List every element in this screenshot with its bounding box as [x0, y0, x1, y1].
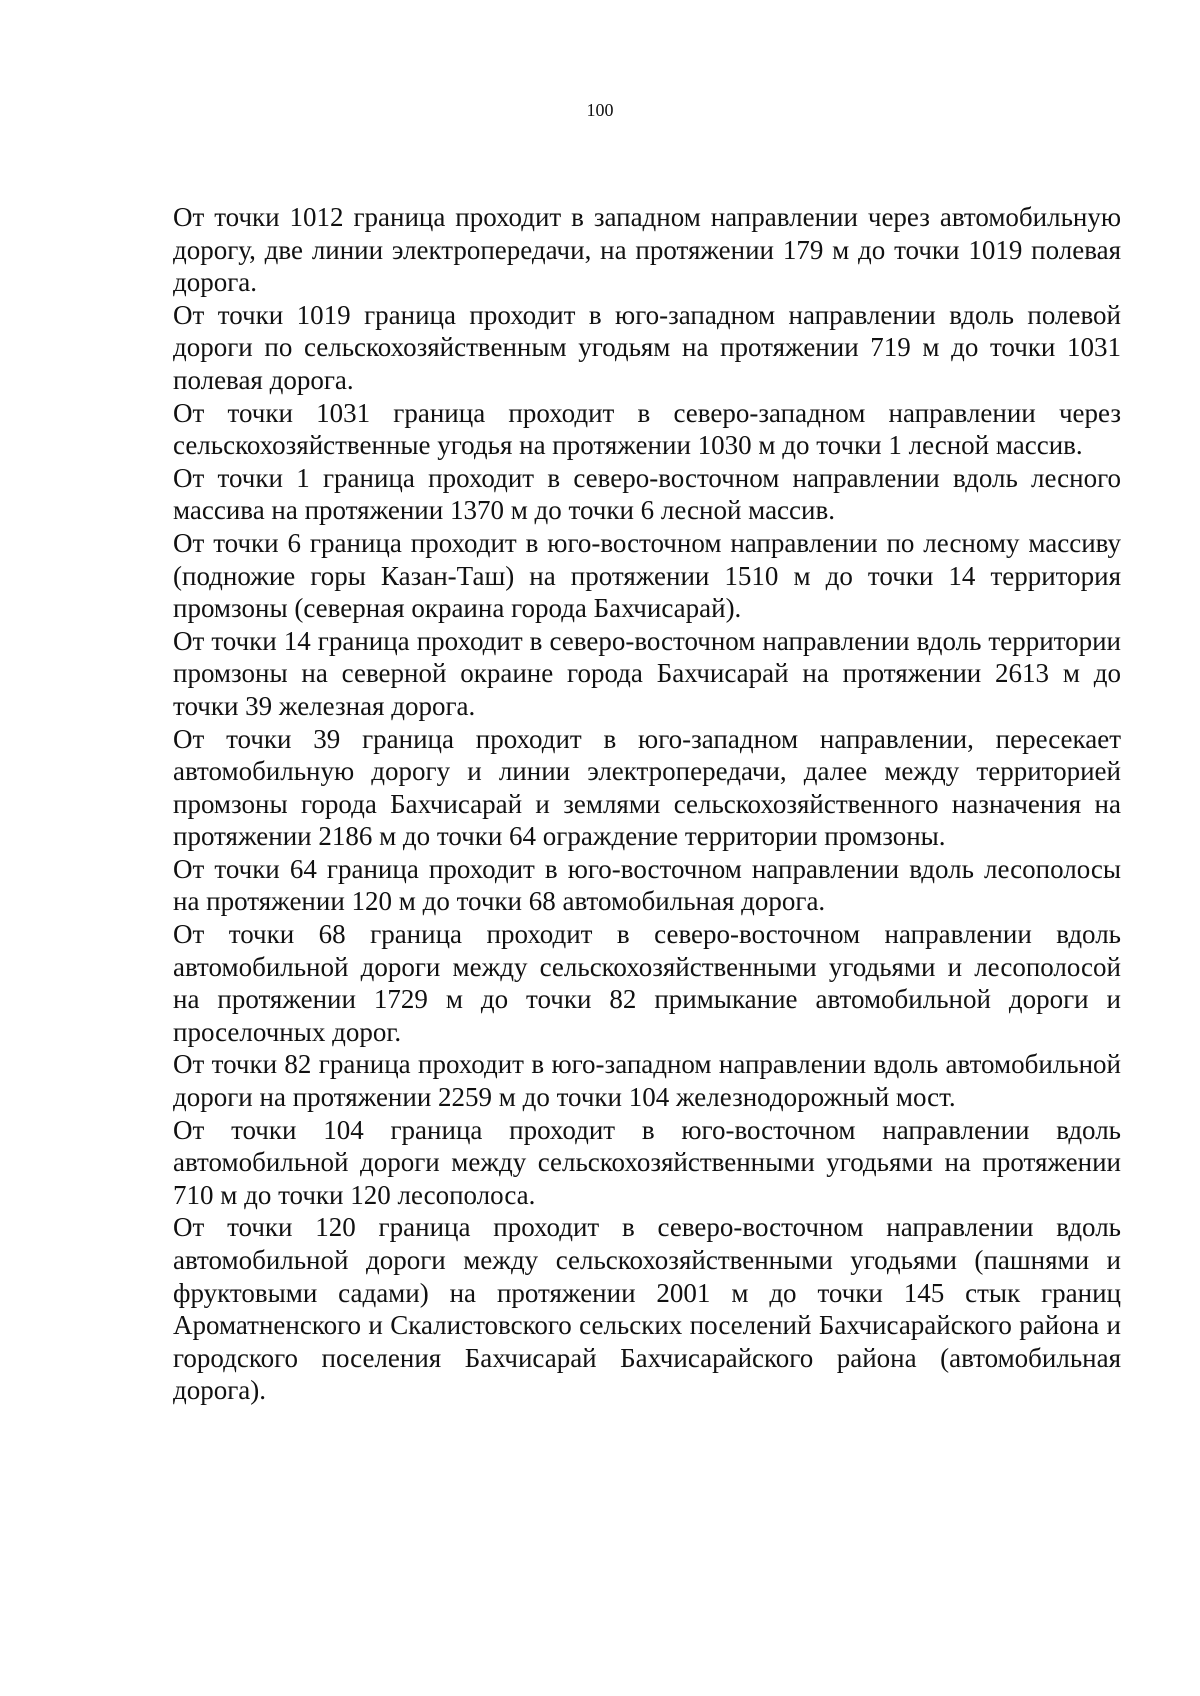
boundary-description [173, 201, 1121, 1407]
paragraph-point-64: От точки 64 граница проходит в юго-восточном направлении вдоль лесополосы на протяжении 120 м до точки 68 автомобильная дорога. [173, 853, 1121, 917]
paragraph-point-120: От точки 120 граница проходит в северо-восточном направлении вдоль автомобильной дороги между сельскохозяйственными угодьями (пашнями и фруктовыми садами) на протяжении 2001 м до точки 145 стык границ Ароматненского и Скалистовского сельских поселений Бахчисарайского района и городского поселения Бахчисарай Бахчисарайского района (автомобильная дорога). [173, 1212, 1121, 1406]
paragraph-point-1012: От точки 1012 граница проходит в западном направлении через автомобильную дорогу, две линии электропередачи, на протяжении 179 м до точки 1019 полевая дорога. [173, 202, 1121, 298]
paragraph-point-68: От точки 68 граница проходит в северо-восточном направлении вдоль автомобильной дороги между сельскохозяйственными угодьями и лесополосой на протяжении 1729 м до точки 82 примыкание автомобильной дороги и проселочных дорог. [173, 919, 1121, 1047]
paragraph-point-104: От точки 104 граница проходит в юго-восточном направлении вдоль автомобильной дороги между сельскохозяйственными угодьями на протяжении 710 м до точки 120 лесополоса. [173, 1114, 1121, 1210]
paragraph-point-14: От точки 14 граница проходит в северо-восточном направлении вдоль территории промзоны на северной окраине города Бахчисарай на протяжении 2613 м до точки 39 железная дорога. [173, 625, 1121, 721]
paragraph-point-1: От точки 1 граница проходит в северо-восточном направлении вдоль лесного массива на протяжении 1370 м до точки 6 лесной массив. [173, 462, 1121, 526]
paragraph-point-1031: От точки 1031 граница проходит в северо-западном направлении через сельскохозяйственные угодья на протяжении 1030 м до точки 1 лесной массив. [173, 397, 1121, 461]
paragraph-point-6: От точки 6 граница проходит в юго-восточном направлении по лесному массиву (подножие горы Казан-Таш) на протяжении 1510 м до точки 14 территория промзоны (северная окраина города Бахчисарай). [173, 527, 1121, 624]
page-number: 100 [586, 100, 614, 120]
paragraph-point-39: От точки 39 граница проходит в юго-западном направлении, пересекает автомобильную дорогу и линии электропередачи, далее между территорией промзоны города Бахчисарай и землями сельскохозяйственного назначения на протяжении 2186 м до точки 64 ограждение территории промзоны. [173, 723, 1121, 852]
paragraph-point-1019: От точки 1019 граница проходит в юго-западном направлении вдоль полевой дороги по сельскохозяйственным угодьям на протяжении 719 м до точки 1031 полевая дорога. [173, 299, 1121, 395]
paragraph-point-82: От точки 82 граница проходит в юго-западном направлении вдоль автомобильной дороги на протяжении 2259 м до точки 104 железнодорожный мост. [173, 1049, 1121, 1113]
